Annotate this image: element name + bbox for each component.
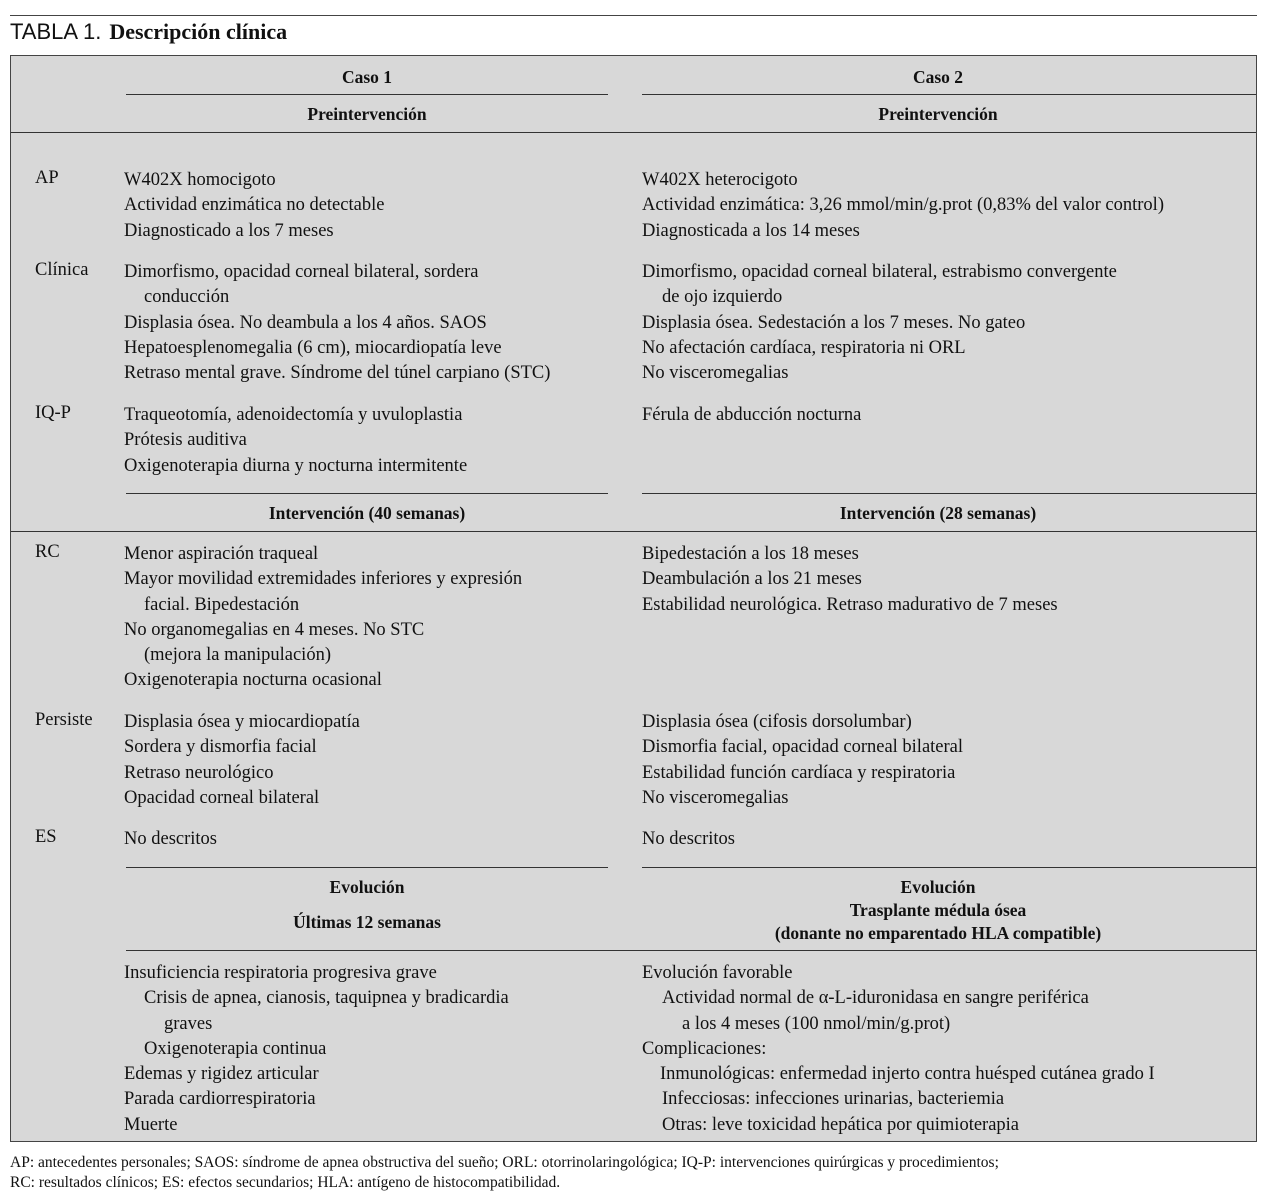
label-ap: AP bbox=[35, 168, 59, 188]
list-item: de ojo izquierdo bbox=[662, 287, 783, 308]
list-item: Displasia ósea (cifosis dorsolumbar) bbox=[642, 712, 912, 732]
header-evo-1-sub: Últimas 12 semanas bbox=[293, 912, 441, 932]
list-item: Diagnosticada a los 14 meses bbox=[642, 220, 860, 241]
header-pre-1: Preintervención bbox=[307, 104, 427, 124]
table-box bbox=[10, 55, 1257, 1142]
header-evo-2: Evolución bbox=[900, 877, 976, 897]
list-item: Sordera y dismorfia facial bbox=[124, 737, 317, 758]
header-evo-2-donor: (donante no emparentado HLA compatible) bbox=[774, 923, 1102, 943]
rule-int-1 bbox=[126, 493, 608, 494]
list-item: Evolución favorable bbox=[642, 963, 793, 983]
footnote bbox=[10, 1153, 999, 1193]
list-item: Actividad enzimática no detectable bbox=[124, 195, 385, 216]
list-item: Oxigenoterapia diurna y nocturna intermitente bbox=[124, 455, 468, 476]
list-item: Estabilidad neurológica. Retraso madurativo de 7 meses bbox=[642, 594, 1058, 615]
ap-case-1 bbox=[124, 168, 384, 244]
es-case-1: No descritos bbox=[124, 829, 217, 849]
list-item: Opacidad corneal bilateral bbox=[124, 787, 320, 808]
list-item: Traqueotomía, adenoidectomía y uvuloplastia bbox=[124, 405, 463, 425]
list-item: Insuficiencia respiratoria progresiva grave bbox=[124, 963, 437, 983]
header-evo-2-sub: Trasplante médula ósea bbox=[849, 900, 1027, 920]
list-item: No afectación cardíaca, respiratoria ni ORL bbox=[642, 337, 966, 358]
header-evo-1: Evolución bbox=[329, 877, 405, 897]
es-case-2: No descritos bbox=[642, 829, 735, 849]
list-item: graves bbox=[164, 1013, 213, 1034]
header-int-2: Intervención (28 semanas) bbox=[839, 503, 1037, 523]
list-item: Estabilidad función cardíaca y respiratoria bbox=[642, 762, 956, 783]
list-item: Edemas y rigidez articular bbox=[124, 1064, 319, 1085]
label-es: ES bbox=[35, 827, 57, 847]
label-persiste: Persiste bbox=[35, 710, 93, 730]
list-item: No organomegalias en 4 meses. No STC bbox=[124, 619, 425, 640]
list-item: Menor aspiración traqueal bbox=[124, 544, 319, 564]
iqp-case-1 bbox=[124, 403, 467, 479]
list-item: Retraso neurológico bbox=[124, 762, 274, 783]
rule-case-2 bbox=[642, 94, 1256, 95]
list-item: Férula de abducción nocturna bbox=[642, 405, 862, 425]
list-item: Deambulación a los 21 meses bbox=[642, 569, 862, 590]
list-item: Retraso mental grave. Síndrome del túnel carpiano (STC) bbox=[124, 363, 551, 384]
list-item: Dimorfismo, opacidad corneal bilateral, sordera bbox=[124, 262, 479, 282]
list-item: No visceromegalias bbox=[642, 787, 789, 808]
list-item: W402X heterocigoto bbox=[642, 170, 798, 190]
clinica-case-1 bbox=[124, 260, 550, 386]
table-name: Descripción clínica bbox=[109, 19, 288, 44]
list-item: Infecciosas: infecciones urinarias, bacteriemia bbox=[662, 1089, 1005, 1110]
list-item: Complicaciones: bbox=[642, 1038, 767, 1059]
list-item: Oxigenoterapia continua bbox=[144, 1038, 327, 1059]
list-item: Parada cardiorrespiratoria bbox=[124, 1089, 316, 1110]
list-item: Diagnosticado a los 7 meses bbox=[124, 220, 334, 241]
iqp-case-2 bbox=[642, 403, 861, 428]
list-item: Hepatoesplenomegalia (6 cm), miocardiopatía leve bbox=[124, 337, 502, 358]
table-number: TABLA 1. bbox=[10, 19, 102, 44]
header-pre-2: Preintervención bbox=[878, 104, 998, 124]
list-item: W402X homocigoto bbox=[124, 170, 276, 190]
rule-case-1 bbox=[126, 94, 608, 95]
rule-evo-full bbox=[126, 950, 1256, 951]
table-title bbox=[10, 19, 287, 45]
list-item: conducción bbox=[144, 287, 230, 308]
list-item: Dismorfia facial, opacidad corneal bilateral bbox=[642, 737, 964, 758]
header-int-1: Intervención (40 semanas) bbox=[268, 503, 466, 523]
top-rule bbox=[10, 15, 1257, 16]
footnote-line-2: RC: resultados clínicos; ES: efectos secundarios; HLA: antígeno de histocompatibilidad. bbox=[10, 1174, 561, 1191]
evolucion-case-2 bbox=[642, 961, 1155, 1138]
list-item: Mayor movilidad extremidades inferiores y expresión bbox=[124, 569, 523, 590]
footnote-line-1: AP: antecedentes personales; SAOS: síndrome de apnea obstructiva del sueño; ORL: otorrinolaringológica; IQ-P: intervenciones quirúrgicas y procedimientos; bbox=[10, 1154, 999, 1171]
list-item: Oxigenoterapia nocturna ocasional bbox=[124, 670, 382, 691]
ap-case-2 bbox=[642, 168, 1164, 244]
list-item: Muerte bbox=[124, 1114, 178, 1135]
rule-int-2 bbox=[642, 493, 1256, 494]
list-item: (mejora la manipulación) bbox=[144, 645, 331, 666]
list-item: Actividad normal de α-L-iduronidasa en sangre periférica bbox=[662, 988, 1089, 1009]
list-item: Crisis de apnea, cianosis, taquipnea y bradicardia bbox=[144, 988, 509, 1009]
rule-evo-1 bbox=[126, 867, 608, 868]
list-item: Displasia ósea. No deambula a los 4 años. SAOS bbox=[124, 312, 487, 333]
rule-int-full bbox=[11, 531, 1256, 532]
rule-pre-full bbox=[11, 132, 1256, 133]
list-item: No visceromegalias bbox=[642, 363, 789, 384]
list-item: Displasia ósea y miocardiopatía bbox=[124, 712, 360, 732]
list-item: Otras: leve toxicidad hepática por quimioterapia bbox=[662, 1114, 1020, 1135]
list-item: Displasia ósea. Sedestación a los 7 meses. No gateo bbox=[642, 312, 1026, 333]
persiste-case-1 bbox=[124, 710, 360, 811]
list-item: Dimorfismo, opacidad corneal bilateral, estrabismo convergente bbox=[642, 262, 1117, 282]
list-item: Actividad enzimática: 3,26 mmol/min/g.prot (0,83% del valor control) bbox=[642, 195, 1164, 216]
rc-case-1 bbox=[124, 542, 522, 694]
list-item: Bipedestación a los 18 meses bbox=[642, 544, 859, 564]
list-item: a los 4 meses (100 nmol/min/g.prot) bbox=[682, 1013, 951, 1034]
list-item: facial. Bipedestación bbox=[144, 594, 300, 615]
header-case-2: Caso 2 bbox=[912, 67, 964, 87]
list-item: Inmunológicas: enfermedad injerto contra huésped cutánea grado I bbox=[660, 1064, 1155, 1085]
list-item: Prótesis auditiva bbox=[124, 430, 247, 451]
persiste-case-2 bbox=[642, 710, 963, 811]
label-clinica: Clínica bbox=[35, 260, 89, 280]
rc-case-2 bbox=[642, 542, 1058, 618]
evolucion-case-1 bbox=[124, 961, 509, 1138]
header-case-1: Caso 1 bbox=[341, 67, 393, 87]
rule-evo-2 bbox=[642, 867, 1256, 868]
clinica-case-2 bbox=[642, 260, 1117, 386]
label-rc: RC bbox=[35, 542, 60, 562]
label-iqp: IQ-P bbox=[35, 403, 71, 423]
